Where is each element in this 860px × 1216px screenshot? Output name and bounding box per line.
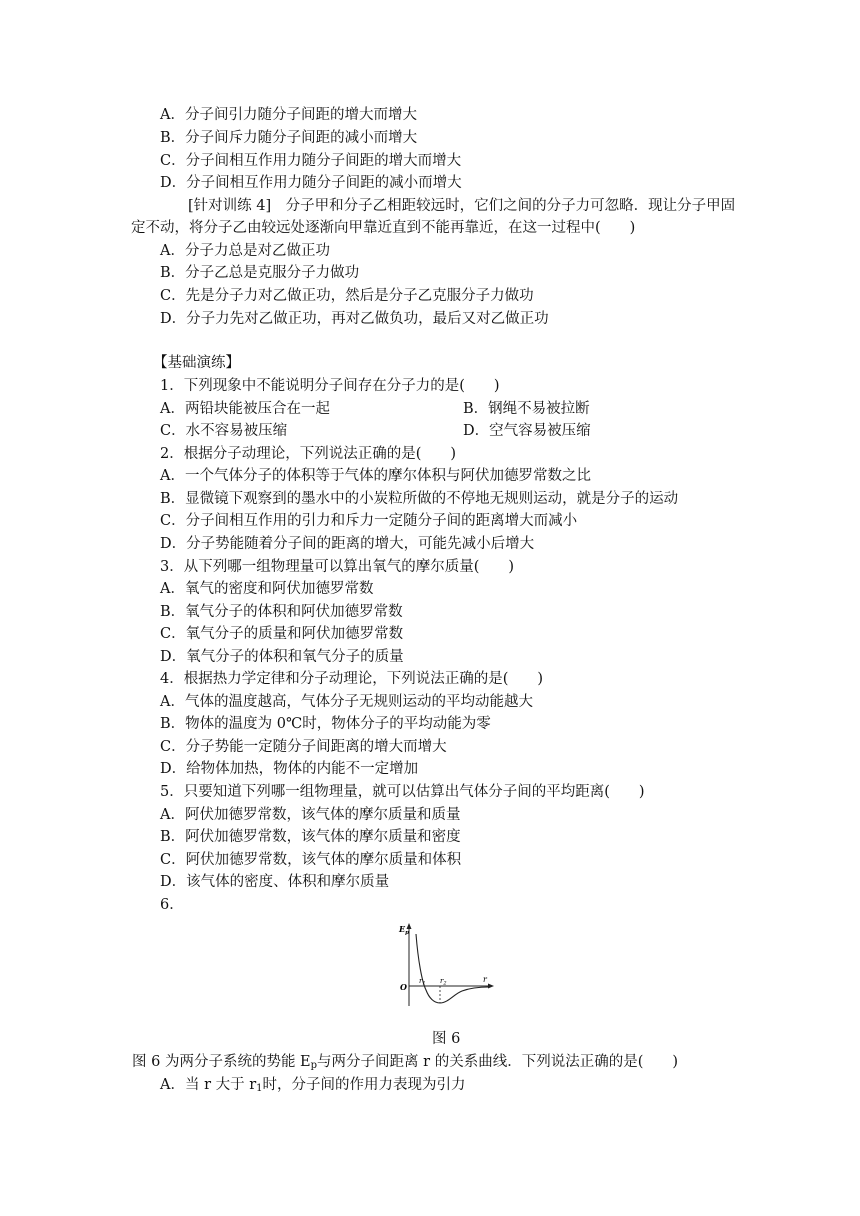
q5-stem: 5．只要知道下列哪一组物理量，就可以估算出气体分子间的平均距离( ) — [160, 784, 645, 800]
q1-option-c: C．水不容易被压缩 — [160, 423, 288, 439]
prev-option-b: B．分子间斥力随分子间距的减小而增大 — [160, 130, 418, 146]
training4-option-b: B．分子乙总是克服分子力做功 — [160, 265, 360, 281]
training4-option-d: D．分子力先对乙做正功，再对乙做负功，最后又对乙做正功 — [160, 311, 549, 327]
q5-option-c: C．阿伏加德罗常数，该气体的摩尔质量和体积 — [160, 852, 462, 868]
q2-option-c: C．分子间相互作用的引力和斥力一定随分子间的距离增大而减小 — [160, 513, 578, 529]
training4-option-c: C．先是分子力对乙做正功，然后是分子乙克服分子力做功 — [160, 288, 534, 304]
q1-option-b: B．钢绳不易被拉断 — [463, 401, 590, 417]
training4-line1: [针对训练 4] 分子甲和分子乙相距较远时，它们之间的分子力可忽略．现让分子甲固 — [188, 198, 736, 214]
prev-option-a: A．分子间引力随分子间距的增大而增大 — [160, 107, 417, 123]
origin-label: O — [400, 982, 407, 992]
q5-option-a: A．阿伏加德罗常数，该气体的摩尔质量和质量 — [160, 807, 461, 823]
q4-option-c: C．分子势能一定随分子间距离的增大而增大 — [160, 739, 447, 755]
q6-option-a: A．当 r 大于 $r_1$时，分子间的作用力表现为引力 — [160, 1077, 466, 1094]
q2-option-d: D．分子势能随着分子间的距离的增大，可能先减小后增大 — [160, 536, 535, 552]
r2-label: $r_2$ — [440, 977, 447, 987]
q6-stem: 图 6 为两分子系统的势能 $E_p$与两分子间距离 r 的关系曲线．下列说法正确的是( ) — [132, 1054, 679, 1071]
r-axis-label: r — [483, 975, 487, 984]
q3-option-c: C．氧气分子的质量和阿伏加德罗常数 — [160, 626, 404, 642]
r1-label: $r_1$ — [419, 977, 426, 987]
ep-label: $E_p$ — [399, 924, 409, 936]
q2-stem: 2．根据分子动理论，下列说法正确的是( ) — [160, 446, 457, 462]
y-axis-arrow — [407, 923, 412, 929]
q3-option-a: A．氧气的密度和阿伏加德罗常数 — [160, 581, 374, 597]
q3-option-d: D．氧气分子的体积和氧气分子的质量 — [160, 649, 404, 665]
q3-stem: 3．从下列哪一组物理量可以算出氧气的摩尔质量( ) — [160, 559, 515, 575]
x-axis-arrow — [488, 984, 494, 989]
section-title: 【基础演练】 — [153, 355, 240, 371]
prev-option-d: D．分子间相互作用力随分子间距的减小而增大 — [160, 175, 462, 191]
q3-option-b: B．氧气分子的体积和阿伏加德罗常数 — [160, 604, 403, 620]
potential-curve — [416, 934, 489, 1003]
q4-stem: 4．根据热力学定律和分子动理论，下列说法正确的是( ) — [160, 671, 544, 687]
q2-option-a: A．一个气体分子的体积等于气体的摩尔体积与阿伏加德罗常数之比 — [160, 468, 591, 484]
q6-number: 6． — [160, 897, 184, 913]
q2-option-b: B．显微镜下观察到的墨水中的小炭粒所做的不停地无规则运动，就是分子的运动 — [160, 491, 679, 507]
q4-option-a: A．气体的温度越高，气体分子无规则运动的平均动能越大 — [160, 694, 533, 710]
q4-option-b: B．物体的温度为 0℃时，物体分子的平均动能为零 — [160, 716, 491, 732]
figure-caption: 图 6 — [432, 1031, 461, 1047]
potential-energy-figure — [396, 920, 496, 1010]
prev-option-c: C．分子间相互作用力随分子间距的增大而增大 — [160, 153, 462, 169]
q5-option-b: B．阿伏加德罗常数，该气体的摩尔质量和密度 — [160, 829, 461, 845]
q1-option-d: D．空气容易被压缩 — [463, 423, 591, 439]
q5-option-d: D．该气体的密度、体积和摩尔质量 — [160, 874, 390, 890]
training4-line2: 定不动，将分子乙由较远处逐渐向甲靠近直到不能再靠近，在这一过程中( ) — [131, 220, 636, 236]
training4-option-a: A．分子力总是对乙做正功 — [160, 243, 330, 259]
q1-option-a: A．两铅块能被压合在一起 — [160, 401, 330, 417]
q1-stem: 1．下列现象中不能说明分子间存在分子力的是( ) — [160, 378, 500, 394]
q4-option-d: D．给物体加热，物体的内能不一定增加 — [160, 761, 419, 777]
